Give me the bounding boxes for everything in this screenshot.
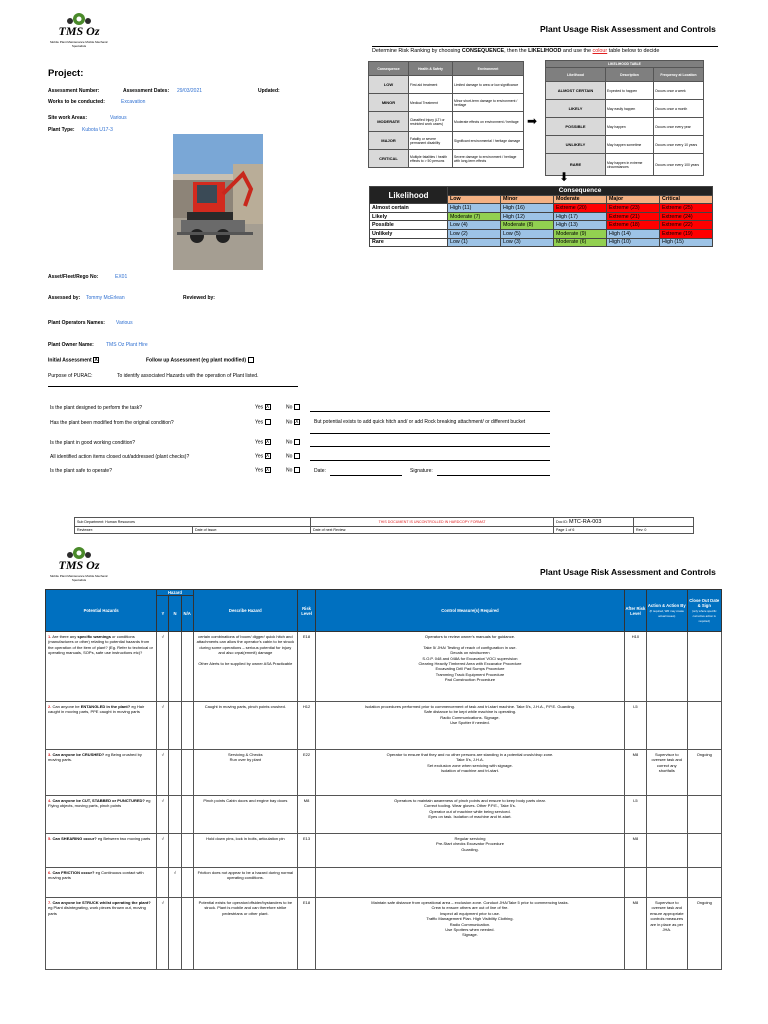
matrix-row-header: Rare [370, 238, 448, 247]
hazard-n [169, 834, 181, 868]
matrix-cell: Extreme (19) [660, 229, 713, 238]
matrix-col-header: Major [607, 195, 660, 204]
answer-line [310, 446, 550, 447]
hazard-na [181, 898, 193, 970]
consequence-level: MODERATE [369, 112, 409, 132]
hazard-n [169, 702, 181, 750]
hazard-na [181, 632, 193, 702]
asset-value: EX01 [115, 274, 128, 280]
control-measures [316, 868, 625, 898]
plant-type-value: Kubota U17-3 [82, 127, 113, 133]
logo-text: TMS Oz [58, 558, 100, 572]
consequence-level: CRITICAL [369, 150, 409, 168]
matrix-cell: Extreme (23) [607, 204, 660, 213]
consequence-table [368, 61, 524, 168]
footer-doc-id: Doc ID: MTC-RA-003 [554, 518, 634, 527]
after-risk: L5 [624, 796, 646, 834]
matrix-cell: Extreme (18) [607, 221, 660, 230]
matrix-cell: Moderate (6) [554, 238, 607, 247]
matrix-cell: Low (4) [448, 221, 501, 230]
header-action: Action & Action By (If required, WR may create actual issues) [647, 590, 687, 632]
question-2-note: But potential exists to add quick hitch and/ or add Rock breaking attachment/ or different bucket [314, 419, 526, 425]
yes-option: Yes X [255, 453, 270, 460]
matrix-row-header: Possible [370, 221, 448, 230]
control-measures: Operators to maintain awareness of pinch points and ensure to keep body parts clear. Correct tooling. Wear gloves. Other P.P.E., Take 5's. Operator out of machine while being serviced. Eyes on task. Isolation of machine and tri-start. [316, 796, 625, 834]
hazard-y: √ [157, 898, 169, 970]
yes-checkbox[interactable]: X [265, 453, 270, 459]
answer-line [310, 411, 550, 412]
no-checkbox[interactable] [294, 404, 300, 410]
footer-rev: Rev: 0 [634, 527, 694, 534]
hazard-question: 1. Are there any specific warnings or conditions (manufactures or other) relating to potential hazards from the operation of the item of plant? (Eg. Refer to technical or operating manuals, SOPs, safe use instructions etc)? [46, 632, 157, 702]
likelihood-cell: Occurs once every 10 years [654, 136, 704, 154]
control-measures: Maintain safe distance from operational area – exclusion zone. Conduct JHA/Take 5 prior to commencing tasks. Crew to ensure others are out of line of fire. Inspect all equipment prior to use. Traffic Management Plan. High Visibility Clothing. Radio Communication. Use Spotters when needed. Signage. [316, 898, 625, 970]
close-out [687, 632, 721, 702]
footer-spacer [634, 518, 694, 527]
page-title: Plant Usage Risk Assessment and Controls [540, 24, 716, 34]
likelihood-title: LIKELIHOOD TABLE [546, 61, 704, 68]
matrix-consequence-label: Consequence [448, 187, 713, 196]
yes-checkbox[interactable] [265, 419, 271, 425]
question-1: Is the plant designed to perform the task? [50, 405, 142, 411]
yes-checkbox[interactable]: X [265, 467, 270, 473]
answer-line [310, 460, 550, 461]
hazard-question: 4. Can anyone be CUT, STABBED or PUNCTURED? eg Flying objects, moving parts, pinch points [46, 796, 157, 834]
table-row [46, 702, 722, 750]
no-option: No [286, 467, 300, 473]
after-risk: M8 [624, 750, 646, 796]
risk-matrix [369, 186, 713, 247]
header-close: Close Out Date & Sign (only where specific corrective action is required) [687, 590, 721, 632]
action-by [647, 796, 687, 834]
likelihood-cell: Occurs once a month [654, 100, 704, 118]
hazard-question: 2. Can anyone be ENTANGLED in the plant? eg Hair caught in moving parts, PPE caught in moving parts [46, 702, 157, 750]
likelihood-table [545, 60, 704, 176]
matrix-cell: Moderate (9) [554, 229, 607, 238]
control-measures: Operators to review owner's manuals for guidance. Take 5/ JHA/ Testing of reach of configuration in use. Decals on windscreen S.O.P. 048 and 048A for Excavator/ VOC/ supervision Clearing Heavily Timbered Area with Excavator Procedure Excavating Drill Pad Sumps Procedure Tramming Track Equipment Procedure Pad Construction Procedure [316, 632, 625, 702]
action-by [647, 702, 687, 750]
risk-level: E18 [297, 632, 315, 702]
hazard-description: Pinch points Cabin doors and engine bay doors [193, 796, 297, 834]
matrix-cell: Low (3) [501, 238, 554, 247]
close-out: Ongoing [687, 898, 721, 970]
matrix-cell: High (16) [501, 204, 554, 213]
header-potential: Potential Hazards [46, 590, 157, 632]
consequence-header: Health & Safety [409, 62, 453, 76]
hazard-y: √ [157, 796, 169, 834]
site-value: Various [110, 115, 127, 121]
matrix-cell: High (15) [660, 238, 713, 247]
header-risk: Risk Level [297, 590, 315, 632]
works-value: Excavation [121, 99, 146, 105]
updated-label: Updated: [258, 88, 280, 94]
hazard-description: Caught in moving parts, pinch points crushed. [193, 702, 297, 750]
no-option: No [286, 453, 300, 459]
question-4: All identified action items closed out/addressed (plant checks)? [50, 454, 190, 460]
initial-assessment: Initial Assessment X [48, 357, 98, 364]
likelihood-level: POSSIBLE [546, 118, 606, 136]
likelihood-cell: May happen sometime [606, 136, 654, 154]
matrix-cell: Extreme (24) [660, 212, 713, 221]
consequence-cell: Classified Injury (LTI or restricted work cases) [409, 112, 453, 132]
logo-text: TMS Oz [58, 24, 100, 38]
site-label: Site work Areas: [48, 115, 87, 121]
action-by [647, 834, 687, 868]
likelihood-header: Likelihood [546, 68, 606, 82]
signature-line[interactable] [437, 475, 550, 476]
matrix-cell: High (11) [448, 204, 501, 213]
matrix-cell: Low (5) [501, 229, 554, 238]
hazard-description: certain combinations of boom/ digger/ quick hitch and attachments can allow the operator's cabin to be struck during some operations – serious potential for injury and also crpai(emmit) damage Other Alerts to be supplied by owner ASA Practicable [193, 632, 297, 702]
hazard-question: 7. Can anyone be STRUCK whilst operating the plant? eg Plant disintegrating, work pieces thrown out, moving parts [46, 898, 157, 970]
assessment-number-label: Assessment Number: [48, 88, 100, 94]
consequence-level: LOW [369, 76, 409, 94]
footer-page: Page 1 of 6 [554, 527, 634, 534]
hazard-description: Hold down pins, lock in bolts, articulation pin [193, 834, 297, 868]
hazard-y: √ [157, 834, 169, 868]
date-line[interactable] [330, 475, 402, 476]
consequence-cell: Limited damage to area or low significance [453, 76, 524, 94]
control-measures: Operator to ensure that they and no other persons are standing in a potential crush/drop zone. Take 5's, J.H.A. Set exclusion zone when servicing with signage. Isolation of machine and tri-start. [316, 750, 625, 796]
hazard-na [181, 750, 193, 796]
close-out: Ongoing [687, 750, 721, 796]
right-arrow-icon: ➡ [527, 114, 538, 128]
consequence-cell: Multiple fatalities / health effects to > 50 persons [409, 150, 453, 168]
matrix-cell: Extreme (20) [554, 204, 607, 213]
no-checkbox[interactable]: X [295, 419, 299, 425]
risk-level: E13 [297, 834, 315, 868]
initial-assessment-checkbox[interactable]: X [94, 357, 98, 363]
after-risk: L5 [624, 702, 646, 750]
footer-dept: Sub Department: Human Resources [75, 518, 311, 527]
matrix-cell: Low (1) [448, 238, 501, 247]
divider [48, 386, 298, 387]
hazard-question: 5. Can SHEARING occur? eg Between two moving parts [46, 834, 157, 868]
hazard-y [157, 868, 169, 898]
likelihood-header: Frequency at Location [654, 68, 704, 82]
date-label: Date: [314, 468, 326, 474]
yes-option: Yes X [255, 439, 270, 446]
risk-level: E22 [297, 750, 315, 796]
likelihood-cell: May easily happen [606, 100, 654, 118]
asset-label: Asset/Fleet/Rego No: [48, 274, 99, 280]
question-5: Is the plant safe to operate? [50, 468, 112, 474]
footer-date-next: Date of next Review: [311, 527, 554, 534]
instruction-text: Determine Risk Ranking by choosing CONSEQUENCE, then the LIKELIHOOD and use the colour table below to decide [372, 46, 718, 54]
assessment-dates-label: Assessment Dates: [123, 88, 170, 94]
hazard-na [181, 796, 193, 834]
likelihood-level: ALMOST CERTAIN [546, 82, 606, 100]
yes-option: Yes [255, 419, 271, 425]
matrix-col-header: Critical [660, 195, 713, 204]
header-describe: Describe Hazard [193, 590, 297, 632]
likelihood-cell: May happen in extreme circumstances [606, 154, 654, 176]
signature-label: Signature: [410, 468, 433, 474]
table-row [46, 632, 722, 702]
no-checkbox[interactable] [294, 439, 300, 445]
works-label: Works to be conducted: [48, 99, 105, 105]
no-option: No [286, 404, 300, 410]
company-logo [50, 12, 108, 52]
footer-reviewer: Reviewer: [75, 527, 193, 534]
consequence-cell: Fatality or severe permanent disability [409, 132, 453, 150]
yes-checkbox[interactable]: X [265, 404, 270, 410]
matrix-col-header: Moderate [554, 195, 607, 204]
table-row [46, 750, 722, 796]
likelihood-level: LIKELY [546, 100, 606, 118]
followup-assessment: Follow up Assessment (eg plant modified) [146, 357, 254, 363]
hazard-n: √ [169, 868, 181, 898]
yes-option: Yes X [255, 404, 270, 411]
hazard-question: 6. Can FRICTION occur? eg Continuous contact with moving parts [46, 868, 157, 898]
close-out [687, 702, 721, 750]
hazard-description: Potential exists for operator/offsider/bystanders to be struck. Plant is mobile and can therefore strike pedestrians or other plant. [193, 898, 297, 970]
consequence-cell: Minor short-term damage to environment / heritage [453, 94, 524, 112]
no-checkbox[interactable] [294, 453, 300, 459]
matrix-col-header: Low [448, 195, 501, 204]
assessed-value: Tommy McErlean [86, 295, 125, 301]
question-2: Has the plant been modified from the original condition? [50, 420, 174, 426]
down-arrow-icon: ⬇ [559, 170, 570, 184]
hazard-n [169, 632, 181, 702]
risk-level: M8 [297, 796, 315, 834]
document-footer [74, 517, 694, 534]
hazard-na [181, 834, 193, 868]
assessment-dates-value: 29/03/2021 [177, 88, 203, 94]
company-logo [50, 546, 108, 586]
risk-level: E18 [297, 898, 315, 970]
after-risk [624, 868, 646, 898]
matrix-cell: High (17) [554, 212, 607, 221]
header-y: Y [157, 596, 169, 632]
action-by [647, 868, 687, 898]
matrix-cell: High (10) [607, 238, 660, 247]
hazard-n [169, 750, 181, 796]
plant-type-label: Plant Type: [48, 127, 75, 133]
hazard-description: Friction does not appear to be a hazard during normal operating conditions. [193, 868, 297, 898]
reviewed-label: Reviewed by: [183, 295, 215, 301]
owner-label: Plant Owner Name: [48, 342, 94, 348]
likelihood-cell: May happen [606, 118, 654, 136]
matrix-cell: Moderate (8) [501, 221, 554, 230]
matrix-cell: High (13) [554, 221, 607, 230]
no-option: No [286, 439, 300, 445]
hazard-na [181, 702, 193, 750]
matrix-col-header: Minor [501, 195, 554, 204]
consequence-cell: Medical Treatment [409, 94, 453, 112]
matrix-cell: Low (2) [448, 229, 501, 238]
consequence-cell: Moderate effects on environment / heritage [453, 112, 524, 132]
consequence-header: Consequence [369, 62, 409, 76]
matrix-cell: Extreme (22) [660, 221, 713, 230]
table-row [46, 868, 722, 898]
hazard-na [181, 868, 193, 898]
likelihood-cell: Expected to happen [606, 82, 654, 100]
assessed-label: Assessed by: [48, 295, 81, 301]
action-by: Supervisor to oversee task and ensure appropriate controls measures are in place as per JHA. [647, 898, 687, 970]
operators-label: Plant Operators Names: [48, 320, 105, 326]
page-title: Plant Usage Risk Assessment and Controls [540, 567, 716, 577]
yes-option: Yes X [255, 467, 270, 474]
after-risk: M8 [624, 834, 646, 868]
no-option: No X [286, 419, 299, 426]
answer-line [310, 433, 550, 434]
hazard-n [169, 898, 181, 970]
consequence-level: MINOR [369, 94, 409, 112]
table-row [46, 834, 722, 868]
header-na: N/A [181, 596, 193, 632]
likelihood-cell: Occurs once a week [654, 82, 704, 100]
risk-level [297, 868, 315, 898]
hazard-y: √ [157, 632, 169, 702]
followup-assessment-checkbox[interactable] [248, 357, 254, 363]
logo-subtitle: Mobile Plant Maintenance Mobile Mechanic Specialists [50, 40, 108, 48]
footer-uncontrolled: THIS DOCUMENT IS UNCONTROLLED IN HARDCOPY FORMAT [311, 518, 554, 527]
action-by [647, 632, 687, 702]
likelihood-level: UNLIKELY [546, 136, 606, 154]
matrix-cell: Extreme (25) [660, 204, 713, 213]
operators-value: Various [116, 320, 133, 326]
matrix-cell: Moderate (7) [448, 212, 501, 221]
hazard-question: 3. Can anyone be CRUSHED? eg Being crushed by moving parts. [46, 750, 157, 796]
control-measures: Regular servicing Pre-Start checks Excavator Procedure Guarding. [316, 834, 625, 868]
header-hazard: Hazard [157, 590, 193, 596]
action-by: Supervisor to oversee task and correct any shortfalls [647, 750, 687, 796]
matrix-cell: High (12) [501, 212, 554, 221]
logo-subtitle: Mobile Plant Maintenance Mobile Mechanic Specialists [50, 574, 108, 582]
consequence-header: Environment [453, 62, 524, 76]
close-out [687, 868, 721, 898]
yes-checkbox[interactable]: X [265, 439, 270, 445]
risk-level: H12 [297, 702, 315, 750]
hazard-n [169, 796, 181, 834]
owner-value: TMS Oz Plant Hire [106, 342, 148, 348]
header-n: N [169, 596, 181, 632]
matrix-row-header: Unlikely [370, 229, 448, 238]
matrix-likelihood-label: Likelihood [370, 187, 448, 204]
footer-date-issue: Date of Issue: [193, 527, 311, 534]
likelihood-level: RARE [546, 154, 606, 176]
hazard-table [45, 589, 722, 970]
matrix-cell: High (14) [607, 229, 660, 238]
after-risk: M8 [624, 898, 646, 970]
table-row [46, 898, 722, 970]
close-out [687, 796, 721, 834]
table-row [46, 796, 722, 834]
header-control: Control Measure(s) Required [316, 590, 625, 632]
consequence-cell: Significant environmental / heritage damage [453, 132, 524, 150]
no-checkbox[interactable] [294, 467, 300, 473]
control-measures: Isolation procedures performed prior to commencement of task and tri-start machine. Take 5's, J.H.A., P.P.E. Guarding. Safe distance to be kept while machine is operating. Radio Communications. Signage. Use Spotter if needed. [316, 702, 625, 750]
purpose-value: To identify associated Hazards with the operation of Plant listed. [117, 373, 259, 379]
question-3: Is the plant in good working condition? [50, 440, 136, 446]
after-risk: H10 [624, 632, 646, 702]
consequence-cell: First aid treatment [409, 76, 453, 94]
matrix-row-header: Almost certain [370, 204, 448, 213]
consequence-level: MAJOR [369, 132, 409, 150]
likelihood-cell: Occurs once every 100 years [654, 154, 704, 176]
header-after: After Risk Level [624, 590, 646, 632]
consequence-cell: Severe damage to environment / heritage with long-term effects [453, 150, 524, 168]
matrix-row-header: Likely [370, 212, 448, 221]
hazard-y: √ [157, 750, 169, 796]
plant-photo [173, 134, 263, 270]
matrix-cell: Extreme (21) [607, 212, 660, 221]
likelihood-header: Description [606, 68, 654, 82]
hazard-y: √ [157, 702, 169, 750]
hazard-description: Servicing & Checks Run over by plant [193, 750, 297, 796]
purpose-label: Purpose of PURAC: [48, 373, 93, 379]
likelihood-cell: Occurs once every year [654, 118, 704, 136]
close-out [687, 834, 721, 868]
project-label: Project: [48, 68, 84, 79]
